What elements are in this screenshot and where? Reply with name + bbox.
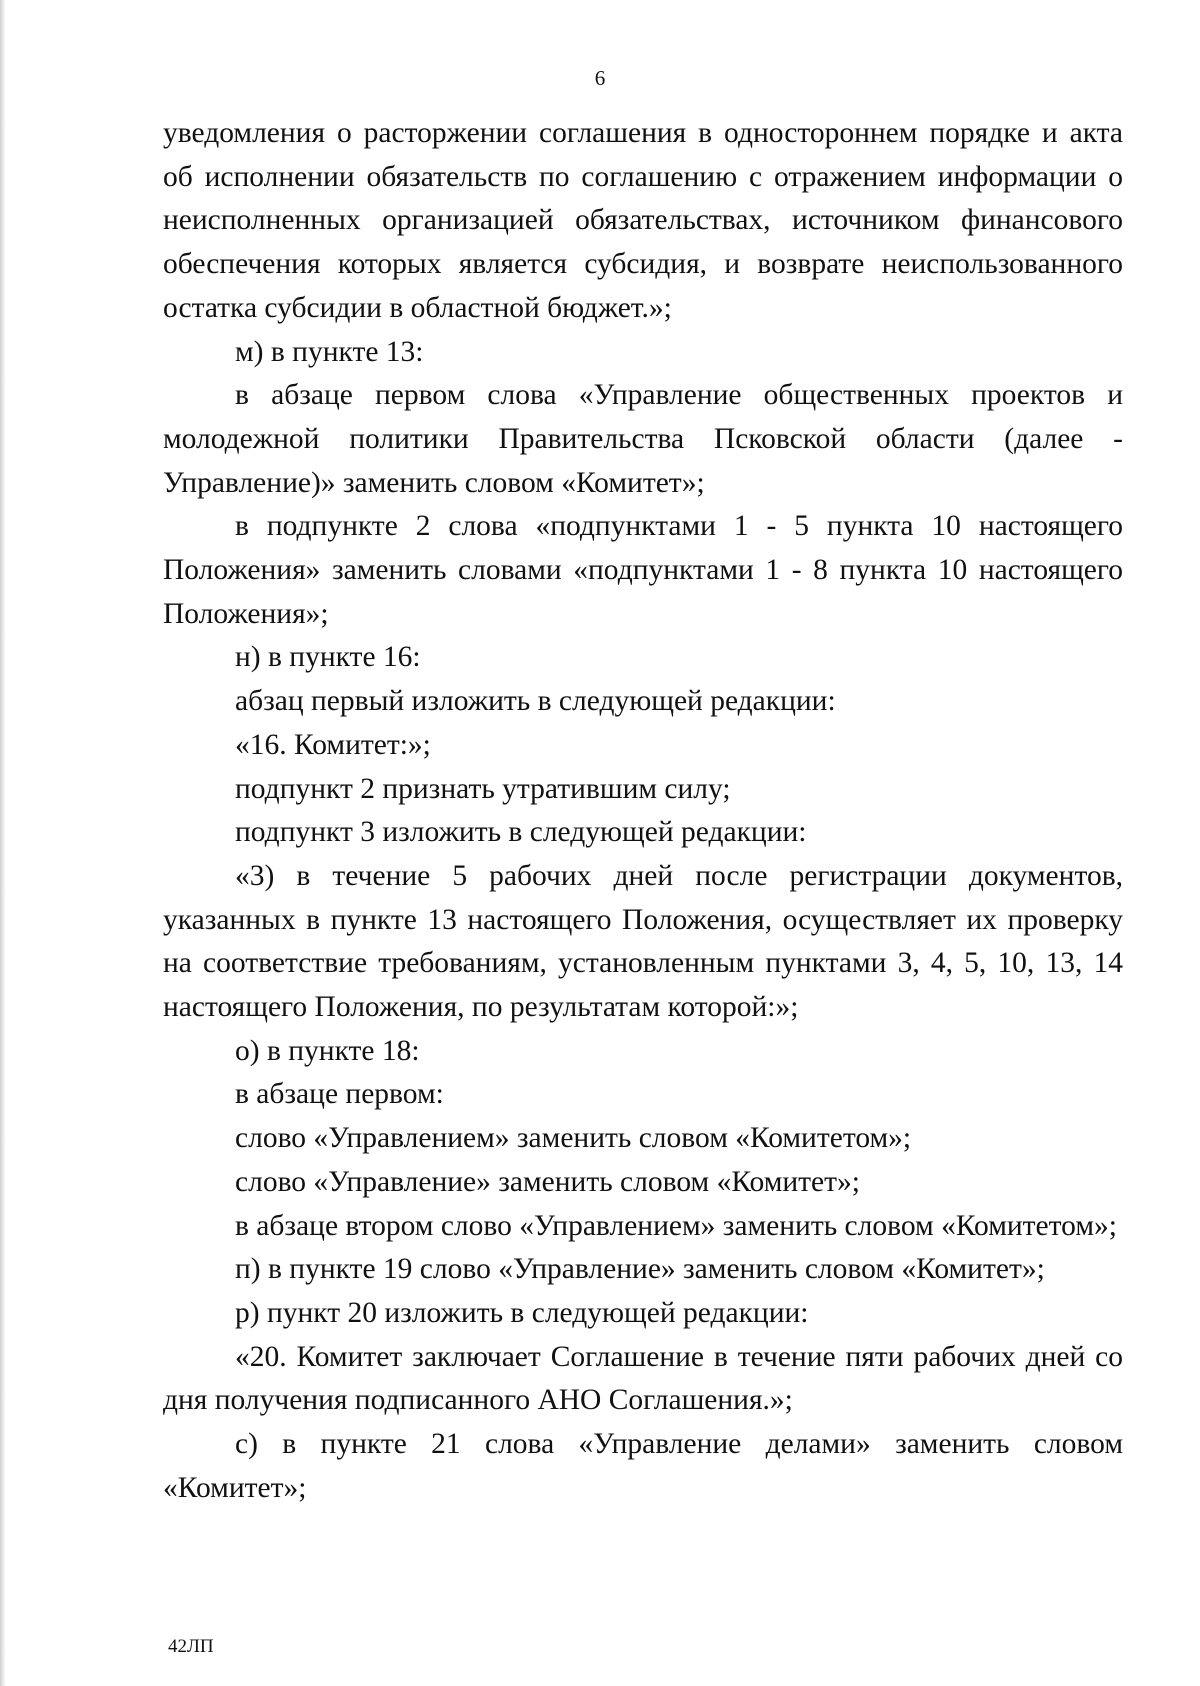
paragraph: в абзаце первом слова «Управление общественных проектов и молодежной политики Правительства Псковской области (далее - Управление)» заменить словом «Комитет»;: [163, 379, 1123, 499]
paragraph: «16. Комитет:»;: [235, 728, 431, 761]
page-number: 6: [594, 66, 606, 90]
paragraph: слово «Управление» заменить словом «Комитет»;: [235, 1165, 860, 1198]
paragraph: р) пункт 20 изложить в следующей редакции:: [235, 1296, 809, 1329]
paragraph: «20. Комитет заключает Соглашение в течение пяти рабочих дней со дня получения подписанного АНО Соглашения.»;: [163, 1340, 1123, 1417]
body-text: [163, 112, 1123, 1511]
paragraph: в абзаце втором слово «Управлением» заменить словом «Комитетом»;: [235, 1209, 1117, 1242]
paragraph: абзац первый изложить в следующей редакции:: [235, 685, 836, 718]
paragraph: в подпункте 2 слова «подпунктами 1 - 5 пункта 10 настоящего Положения» заменить словами «подпунктами 1 - 8 пункта 10 настоящего Положения»;: [163, 510, 1123, 630]
paragraph: уведомления о расторжении соглашения в одностороннем порядке и акта об исполнении обязательств по соглашению с отражением информации о неисполненных организацией обязательствах, источником финансового обеспечения которых является субсидия, и возврате неиспользованного остатка субсидии в областной бюджет.»;: [163, 117, 1123, 324]
paragraph: с) в пункте 21 слова «Управление делами» заменить словом «Комитет»;: [163, 1428, 1123, 1504]
paragraph: в абзаце первом:: [235, 1078, 444, 1111]
paragraph: н) в пункте 16:: [235, 641, 421, 674]
paragraph: слово «Управлением» заменить словом «Комитетом»;: [235, 1122, 912, 1155]
paragraph: п) в пункте 19 слово «Управление» заменить словом «Комитет»;: [235, 1253, 1045, 1286]
paragraph: подпункт 3 изложить в следующей редакции:: [235, 816, 807, 849]
paragraph: подпункт 2 признать утратившим силу;: [235, 772, 731, 805]
paragraph: м) в пункте 13:: [235, 335, 424, 368]
paragraph: о) в пункте 18:: [235, 1034, 420, 1067]
paragraph: «3) в течение 5 рабочих дней после регистрации документов, указанных в пункте 13 настоящего Положения, осуществляет их проверку на соответствие требованиям, установленным пунктами 3, 4, 5, 10, 13, 14 настоящего Положения, по результатам которой:»;: [163, 859, 1123, 1024]
scan-edge-shadow: [0, 0, 6, 1686]
document-code: 42ЛП: [168, 1636, 214, 1657]
